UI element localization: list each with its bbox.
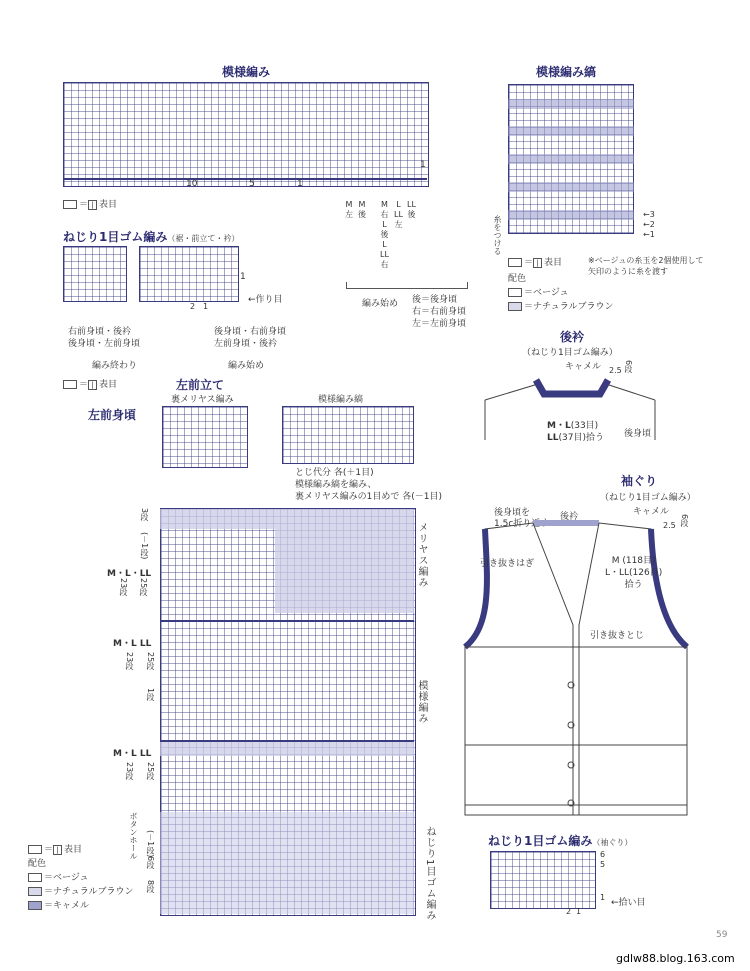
- stripe-title: 模様編み縞: [536, 65, 597, 79]
- front-notes: とじ代分 各(＋1目) 模様編み縞を編み、 裏メリヤス編みの1目めで 各(－1目): [295, 468, 442, 502]
- pattern-title: 模様編み: [222, 65, 271, 79]
- stripe-band-3: [508, 154, 634, 164]
- size-m-left: M 左: [345, 200, 353, 219]
- front-sub: 裏メリヤス編み: [171, 395, 234, 405]
- rib2-num-1: 1: [576, 907, 582, 916]
- site-watermark: gdlw88.blog.163.com: [616, 952, 735, 965]
- sizes-key: 後＝後身頃 右＝右前身頃 左＝左前身頃: [412, 295, 467, 329]
- stripe-arrows: ←3 ←2 ←1: [643, 210, 655, 239]
- page-number: 59: [716, 930, 728, 940]
- body-divider-1: [160, 620, 414, 622]
- collar-w: 2.5: [609, 366, 622, 375]
- stripe-yarn-label: 糸をつける: [493, 215, 502, 255]
- collar-ml: M・L(33目): [547, 421, 599, 431]
- size-ll-back: LL 後: [407, 200, 416, 219]
- body-shade-top: [275, 509, 414, 613]
- size-ll-left: L LL 左: [394, 200, 403, 229]
- rib-cast-on: ←作り目: [248, 295, 283, 305]
- body-title: 左前身頃: [88, 408, 137, 422]
- collar-sub: （ねじり1目ゴム編み）: [522, 348, 618, 358]
- rib-end: 編み終わり: [92, 361, 138, 371]
- pattern-legend: ＝ | 表目: [63, 197, 117, 210]
- pattern-chart: [63, 82, 429, 187]
- stripe-legend: ＝ | 表目: [508, 255, 562, 268]
- stripe-natural: ＝ナチュラルブラウン: [508, 299, 613, 312]
- stripe-beige: ＝ベージュ: [508, 285, 569, 298]
- pattern-base-line: [63, 178, 427, 188]
- front-title: 左前立て: [176, 378, 225, 392]
- front-stripe-label: 模様編み縞: [318, 395, 364, 405]
- collar-rows: 6段: [624, 360, 633, 374]
- rib-right-labels: 後身頃・右前身頃 左前身頃・後衿: [214, 327, 287, 349]
- lbl-25-1: 25段: [139, 578, 148, 597]
- lbl-ml-2: M・L LL: [113, 639, 152, 649]
- body-shade-mid: [160, 742, 414, 756]
- rib-title: ねじり1目ゴム編み（裾・前立て・衿）: [63, 230, 240, 244]
- pattern-num-1: 1: [297, 179, 303, 189]
- stripe-band-4: [508, 182, 634, 192]
- lbl-25-2: 25段: [146, 652, 155, 671]
- rib-chart-right: [139, 246, 239, 302]
- sleeve-back-label: 後衿: [560, 512, 579, 522]
- sleeve-rows: 6段: [680, 514, 689, 528]
- sizes-start: 編み始め: [362, 299, 399, 309]
- rib2-row1: 1: [600, 893, 606, 902]
- lbl-23-3: 23段: [125, 762, 134, 781]
- sleeve-join1: 引き抜きはぎ: [480, 559, 535, 569]
- rib-num-1: 1: [203, 302, 209, 311]
- rib2-num-2: 2: [566, 907, 572, 916]
- sleeve-sub: （ねじり1目ゴム編み）: [600, 493, 696, 503]
- size-m-back: M 後: [358, 200, 366, 219]
- sleeve-color: キャメル: [633, 507, 670, 517]
- body-divider-2: [160, 740, 414, 742]
- pattern-num-10: 10: [186, 179, 198, 189]
- sizes-bracket: [346, 282, 468, 289]
- side-stockinette: メリヤス編み: [416, 522, 427, 588]
- sleeve-title: 袖ぐり: [621, 474, 658, 488]
- rib2-chart: [490, 851, 596, 909]
- lbl-8: 8段: [146, 880, 155, 894]
- lbl-mlll-1: M・L・LL: [107, 569, 152, 579]
- rib2-title: ねじり1目ゴム編み（袖ぐり）: [488, 834, 633, 848]
- rib-left-labels: 右前身頃・後衿 後身頃・左前身頃: [68, 327, 141, 349]
- body-shade-top-left: [160, 509, 275, 529]
- stripe-note: ※ベージュの糸玉を2個使用して矢印のように糸を渡す: [588, 256, 704, 276]
- rib2-rows: 6 5: [600, 850, 606, 869]
- rib-chart-left: [63, 246, 127, 302]
- lbl-minus3: (－1段): [140, 532, 149, 560]
- rib-right-num: 1: [240, 272, 246, 282]
- collar-title: 後衿: [560, 330, 585, 344]
- rib2-pick: ←拾い目: [611, 898, 646, 908]
- sleeve-back-note: 後身頃を 1.5c折り返す: [494, 508, 550, 529]
- collar-color: キャメル: [565, 362, 602, 372]
- lbl-button: ボタンホール: [129, 812, 138, 860]
- stripe-band-1: [508, 99, 634, 109]
- lbl-minus1: (－1段): [146, 830, 155, 858]
- front-band-chart: [162, 406, 248, 468]
- size-l-right: M 右 L 後 L LL 右: [380, 200, 389, 269]
- rib-legend: ＝ | 表目: [63, 377, 117, 390]
- rib-start: 編み始め: [228, 361, 265, 371]
- collar-ll: LL(37目)拾う: [547, 433, 604, 443]
- lbl-ml-3: M・L LL: [113, 749, 152, 759]
- pattern-num-5: 5: [249, 179, 255, 189]
- pattern-right-num: 1: [420, 160, 426, 170]
- lbl-6: 6段: [146, 856, 155, 870]
- rib-num-2: 2: [190, 302, 196, 311]
- sleeve-counts: M (118目) L・LL(126目) 拾う: [605, 556, 663, 590]
- stripe-haishoku: 配色: [508, 274, 527, 284]
- legend-bottom: ＝ | 表目 配色 ＝ベージュ ＝ナチュラルブラウン ＝キャメル: [28, 845, 134, 911]
- lbl-1-2: 1段: [146, 688, 155, 702]
- stripe-band-2: [508, 126, 634, 136]
- lbl-23-2: 23段: [125, 652, 134, 671]
- lbl-r3: 3段: [140, 508, 149, 522]
- stripe-band-5: [508, 210, 634, 220]
- sleeve-join2: 引き抜きとじ: [590, 631, 645, 641]
- side-pattern: 模様編み: [416, 680, 427, 724]
- sleeve-w: 2.5: [663, 521, 676, 530]
- lbl-23-1: 23段: [119, 578, 128, 597]
- collar-back-body: 後身頃: [624, 429, 652, 439]
- front-stripe-chart: [282, 406, 414, 464]
- lbl-25-3: 25段: [146, 762, 155, 781]
- body-shade-bottom: [160, 812, 414, 914]
- side-rib: ねじり1目ゴム編み: [424, 826, 435, 922]
